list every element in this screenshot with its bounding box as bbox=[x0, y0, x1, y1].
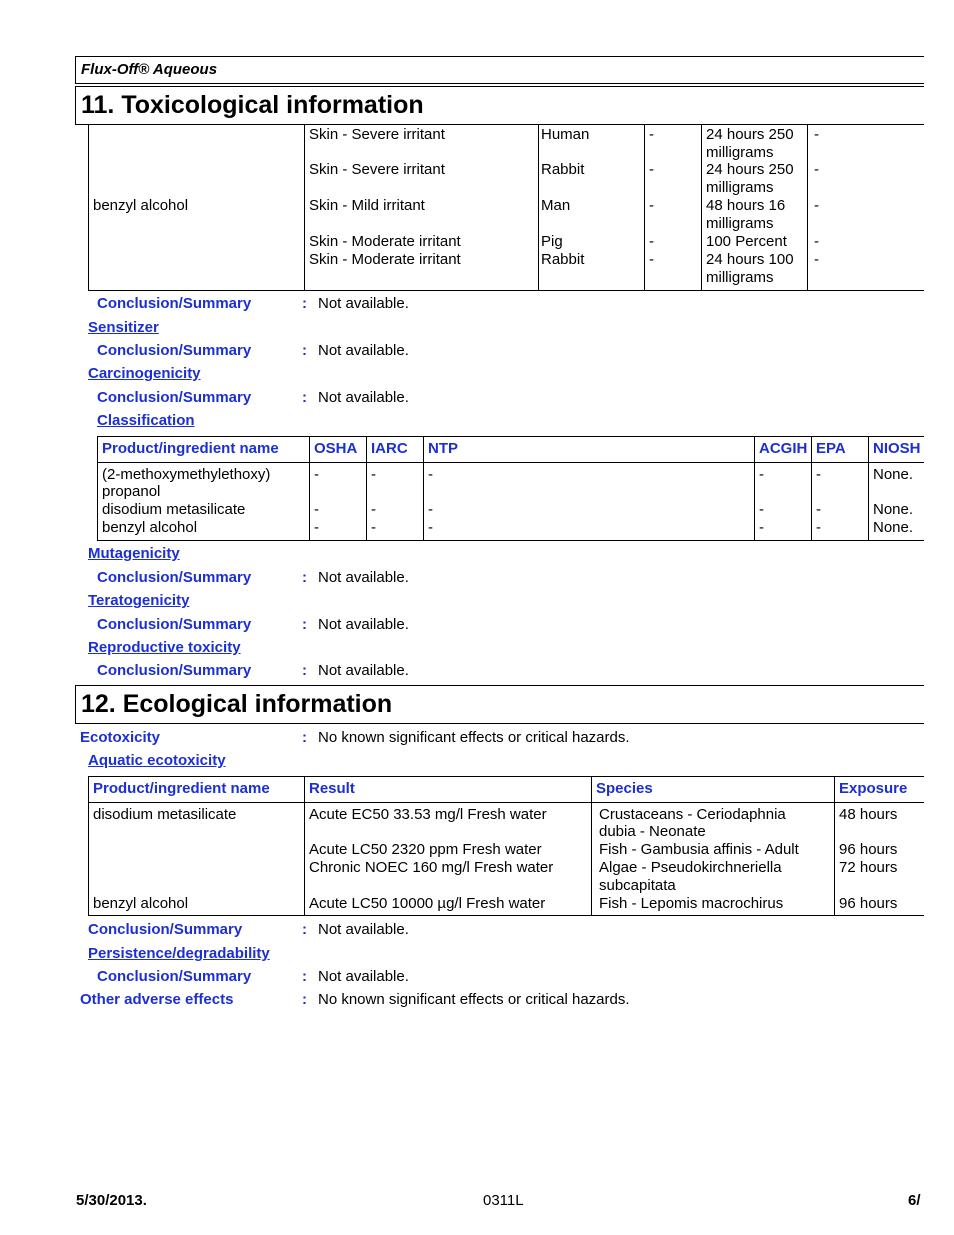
conclusion-label: Conclusion/Summary bbox=[97, 569, 252, 586]
column-header: IARC bbox=[371, 440, 408, 457]
colon: : bbox=[302, 295, 307, 312]
colon: : bbox=[302, 968, 307, 985]
column-header: Species bbox=[596, 780, 653, 797]
product-name: Flux-Off® Aqueous bbox=[81, 61, 218, 78]
column-header: NIOSH bbox=[873, 440, 921, 457]
mutagenicity-link[interactable]: Mutagenicity bbox=[88, 545, 180, 562]
conclusion-label: Conclusion/Summary bbox=[97, 616, 252, 633]
conclusion-label: Conclusion/Summary bbox=[97, 662, 252, 679]
section-11-header bbox=[75, 86, 924, 125]
column-header: EPA bbox=[816, 440, 846, 457]
conclusion-value: Not available. bbox=[318, 968, 409, 985]
column-header: Result bbox=[309, 780, 355, 797]
reproductive-toxicity-link[interactable]: Reproductive toxicity bbox=[88, 639, 241, 656]
conclusion-value: Not available. bbox=[318, 662, 409, 679]
conclusion-label: Conclusion/Summary bbox=[88, 921, 243, 938]
other-adverse-label: Other adverse effects bbox=[80, 991, 234, 1008]
column-header: Exposure bbox=[839, 780, 908, 797]
ecotoxicity-value: No known significant effects or critical hazards. bbox=[318, 729, 630, 746]
colon: : bbox=[302, 342, 307, 359]
conclusion-label: Conclusion/Summary bbox=[97, 295, 252, 312]
section-12-title: 12. Ecological information bbox=[81, 690, 393, 718]
conclusion-value: Not available. bbox=[318, 389, 409, 406]
colon: : bbox=[302, 729, 307, 746]
carcinogenicity-link[interactable]: Carcinogenicity bbox=[88, 365, 201, 382]
other-adverse-value: No known significant effects or critical hazards. bbox=[318, 991, 630, 1008]
footer-date: 5/30/2013. bbox=[76, 1192, 147, 1209]
conclusion-value: Not available. bbox=[318, 295, 409, 312]
conclusion-value: Not available. bbox=[318, 342, 409, 359]
aquatic-ecotoxicity-link[interactable]: Aquatic ecotoxicity bbox=[88, 752, 226, 769]
conclusion-label: Conclusion/Summary bbox=[97, 389, 252, 406]
conclusion-label: Conclusion/Summary bbox=[97, 968, 252, 985]
footer-code: 0311L bbox=[483, 1192, 524, 1209]
column-header: Product/ingredient name bbox=[102, 440, 279, 457]
column-header: OSHA bbox=[314, 440, 358, 457]
document-header bbox=[75, 56, 924, 84]
colon: : bbox=[302, 389, 307, 406]
conclusion-value: Not available. bbox=[318, 616, 409, 633]
conclusion-label: Conclusion/Summary bbox=[97, 342, 252, 359]
colon: : bbox=[302, 569, 307, 586]
conclusion-value: Not available. bbox=[318, 569, 409, 586]
section-11-title: 11. Toxicological information bbox=[81, 91, 424, 119]
column-header: NTP bbox=[428, 440, 458, 457]
colon: : bbox=[302, 616, 307, 633]
column-header: Product/ingredient name bbox=[93, 780, 270, 797]
column-header: ACGIH bbox=[759, 440, 808, 457]
persistence-link[interactable]: Persistence/degradability bbox=[88, 945, 270, 962]
conclusion-value: Not available. bbox=[318, 921, 409, 938]
colon: : bbox=[302, 921, 307, 938]
colon: : bbox=[302, 991, 307, 1008]
colon: : bbox=[302, 662, 307, 679]
classification-link[interactable]: Classification bbox=[97, 412, 195, 429]
ecotoxicity-label: Ecotoxicity bbox=[80, 729, 161, 746]
section-12-header bbox=[75, 685, 924, 724]
footer-page: 6/ bbox=[908, 1192, 921, 1209]
teratogenicity-link[interactable]: Teratogenicity bbox=[88, 592, 190, 609]
sensitizer-link[interactable]: Sensitizer bbox=[88, 319, 159, 336]
